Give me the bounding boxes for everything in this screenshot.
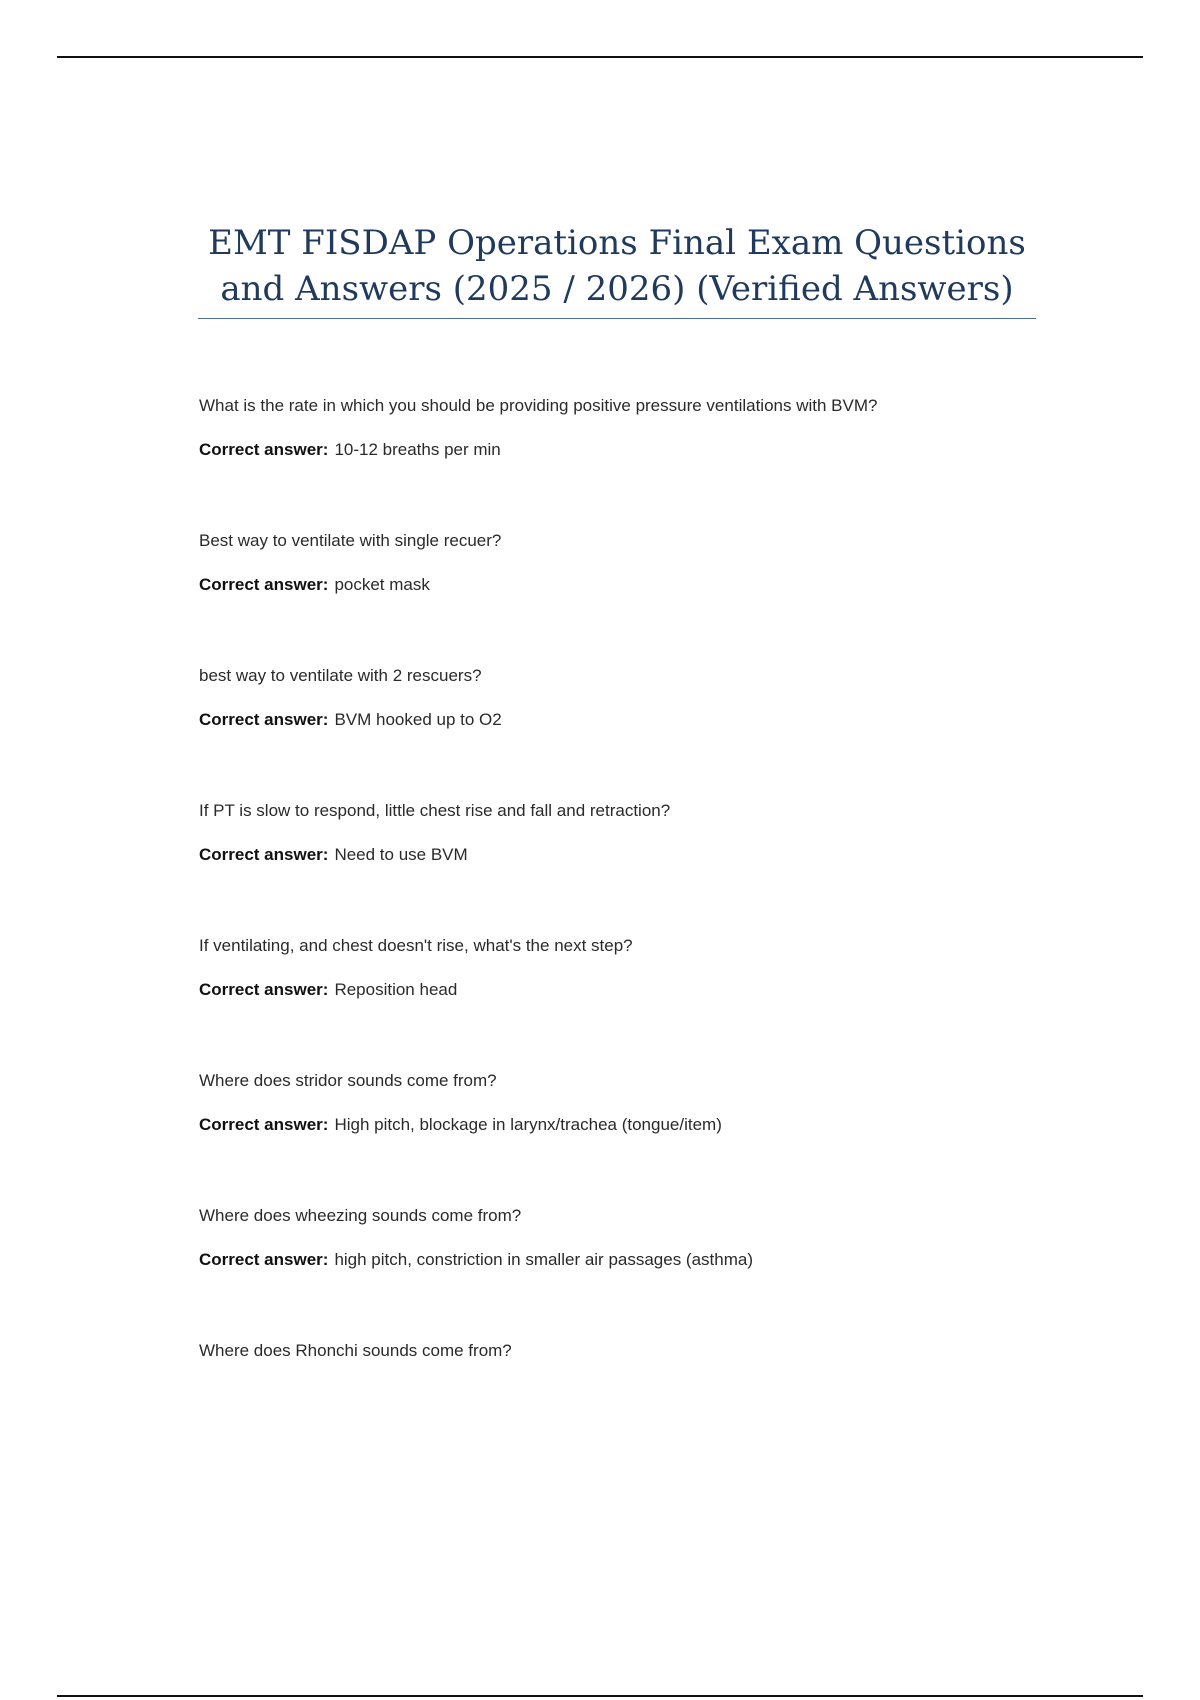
- question-text: If PT is slow to respond, little chest rise and fall and retraction?: [199, 801, 671, 820]
- answer-line: [199, 573, 1079, 597]
- answer-text: Reposition head: [334, 980, 458, 999]
- question-text: best way to ventilate with 2 rescuers?: [199, 666, 482, 685]
- qa-item: [199, 664, 1079, 799]
- answer-text: high pitch, constriction in smaller air passages (asthma): [334, 1250, 754, 1269]
- answer-line: [199, 843, 1079, 867]
- question-text: Where does stridor sounds come from?: [199, 1071, 497, 1090]
- question-text: If ventilating, and chest doesn't rise, what's the next step?: [199, 936, 633, 955]
- answer-label: Correct answer:: [199, 575, 329, 594]
- answer-text: pocket mask: [334, 575, 430, 594]
- qa-item: [199, 799, 1079, 934]
- qa-item: [199, 529, 1079, 664]
- qa-item: [199, 1069, 1079, 1204]
- qa-item: [199, 394, 1079, 529]
- title-line-1: EMT FISDAP Operations Final Exam Questions: [208, 223, 1026, 263]
- question-text: Where does Rhonchi sounds come from?: [199, 1341, 512, 1360]
- answer-line: [199, 1113, 1079, 1137]
- answer-label: Correct answer:: [199, 980, 329, 999]
- answer-text: BVM hooked up to O2: [334, 710, 502, 729]
- answer-label: Correct answer:: [199, 710, 329, 729]
- document-title: [198, 220, 1036, 319]
- answer-label: Correct answer:: [199, 845, 329, 864]
- qa-item: [199, 934, 1079, 1069]
- title-line-2: and Answers (2025 / 2026) (Verified Answers): [220, 269, 1014, 309]
- answer-label: Correct answer:: [199, 440, 329, 459]
- answer-line: [199, 1248, 1079, 1272]
- answer-label: Correct answer:: [199, 1250, 329, 1269]
- qa-list: [199, 394, 1079, 1474]
- answer-line: [199, 708, 1079, 732]
- qa-item: [199, 1339, 1079, 1474]
- question-text: Best way to ventilate with single recuer?: [199, 531, 502, 550]
- question-text: What is the rate in which you should be providing positive pressure ventilations with BVM?: [199, 396, 878, 415]
- answer-label: Correct answer:: [199, 1115, 329, 1134]
- qa-item: [199, 1204, 1079, 1339]
- answer-line: [199, 438, 1079, 462]
- answer-text: 10-12 breaths per min: [334, 440, 501, 459]
- top-rule: [57, 56, 1143, 58]
- question-text: Where does wheezing sounds come from?: [199, 1206, 522, 1225]
- answer-text: Need to use BVM: [334, 845, 468, 864]
- answer-line: [199, 978, 1079, 1002]
- answer-text: High pitch, blockage in larynx/trachea (tongue/item): [334, 1115, 722, 1134]
- bottom-rule: [57, 1695, 1143, 1697]
